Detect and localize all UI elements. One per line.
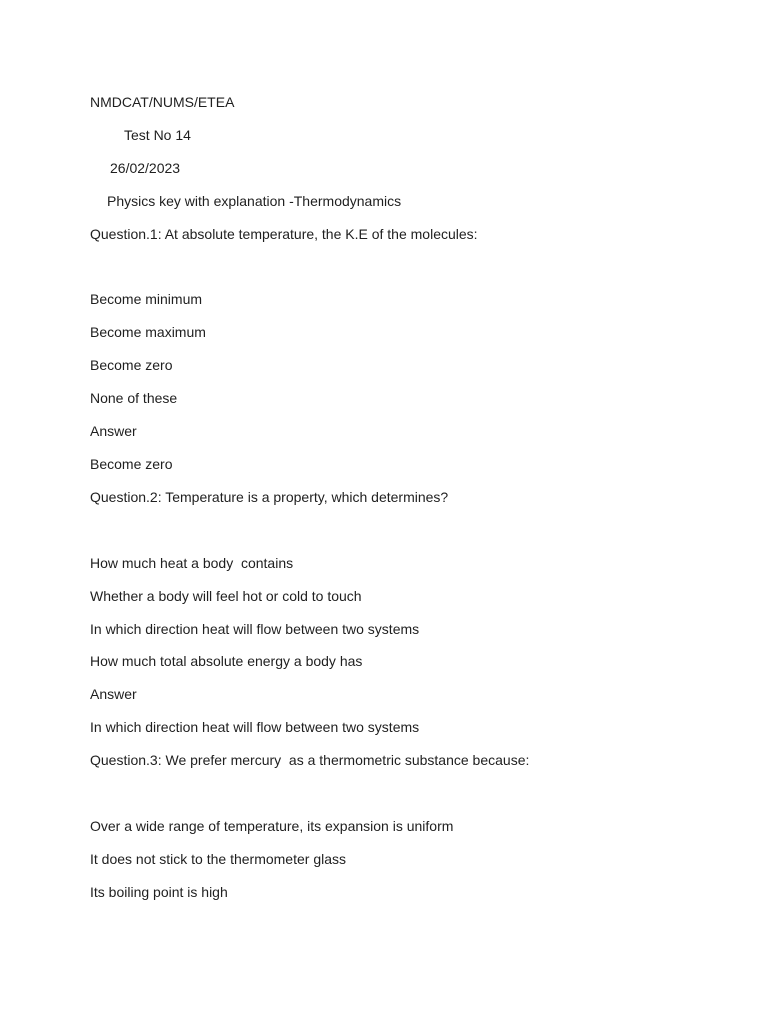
question-2-option-4: How much total absolute energy a body has xyxy=(90,653,363,669)
question-2-answer: In which direction heat will flow between two systems xyxy=(90,719,420,735)
question-2-option-1: How much heat a body contains xyxy=(90,555,294,571)
question-2-answer-label: Answer xyxy=(90,686,137,702)
subject-title: Physics key with explanation -Thermodynamics xyxy=(107,193,402,209)
question-2-option-3: In which direction heat will flow between two systems xyxy=(90,621,420,637)
question-3-text: Question.3: We prefer mercury as a thermometric substance because: xyxy=(90,752,530,768)
question-1-answer-label: Answer xyxy=(90,423,137,439)
question-2-option-2: Whether a body will feel hot or cold to touch xyxy=(90,588,362,604)
test-date: 26/02/2023 xyxy=(110,160,181,176)
test-number: Test No 14 xyxy=(124,127,191,143)
question-3-option-2: It does not stick to the thermometer glass xyxy=(90,851,347,867)
question-1-option-3: Become zero xyxy=(90,357,173,373)
question-1-option-4: None of these xyxy=(90,390,178,406)
question-1-text: Question.1: At absolute temperature, the K.E of the molecules: xyxy=(90,226,478,242)
question-3-option-1: Over a wide range of temperature, its expansion is uniform xyxy=(90,818,454,834)
exam-title: NMDCAT/NUMS/ETEA xyxy=(90,94,235,110)
question-1-option-2: Become maximum xyxy=(90,324,206,340)
question-2-text: Question.2: Temperature is a property, which determines? xyxy=(90,489,449,505)
question-3-option-3: Its boiling point is high xyxy=(90,884,228,900)
question-1-option-1: Become minimum xyxy=(90,291,203,307)
question-1-answer: Become zero xyxy=(90,456,173,472)
